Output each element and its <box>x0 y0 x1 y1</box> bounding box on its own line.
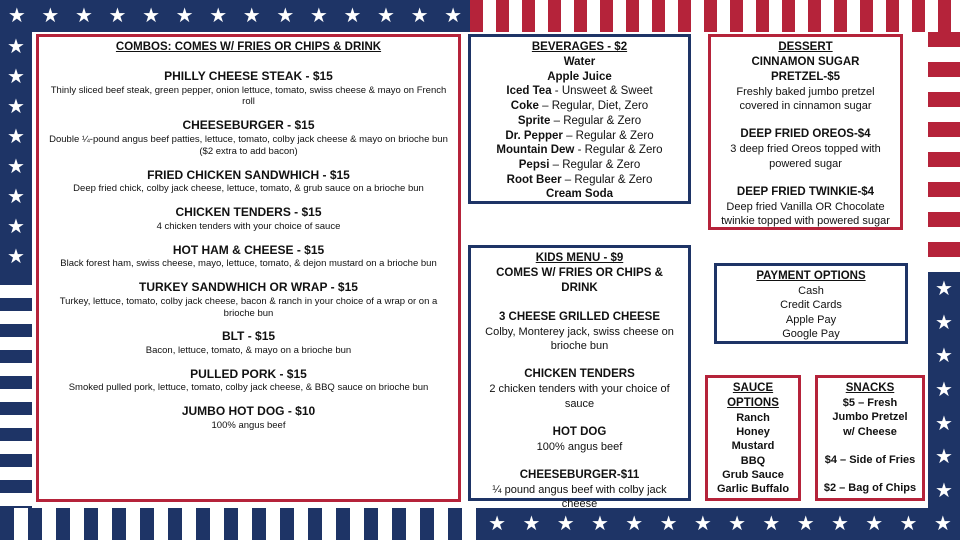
beverage-options: - Unsweet & Sweet <box>551 85 653 98</box>
snacks-spacer <box>820 439 920 453</box>
payment-option: Google Pay <box>782 327 840 340</box>
top-star-field: ★ ★ ★ ★ ★ ★ ★ ★ ★ ★ ★ ★ ★ ★ <box>0 0 470 32</box>
beverage-row <box>477 129 682 144</box>
sauce-option: Grub Sauce <box>722 469 784 482</box>
sauce-option: Ranch <box>736 411 770 424</box>
sauce-header-line2: OPTIONS <box>727 396 779 409</box>
combo-item-desc: Black forest ham, swiss cheese, mayo, lettuce, tomato, & dejon mustard on a brioche bun <box>60 258 437 270</box>
combo-item-title: PULLED PORK - $15 <box>190 366 307 381</box>
combo-item-desc: 4 chicken tenders with your choice of sauce <box>156 220 341 232</box>
dessert-item-title: CINNAMON SUGAR PRETZEL-$5 <box>751 55 860 83</box>
beverage-options: - Regular & Zero <box>574 144 663 157</box>
payment-panel <box>714 263 908 344</box>
kids-header: KIDS MENU - $9 <box>535 252 624 264</box>
combo-item-title: CHEESEBURGER - $15 <box>182 118 315 133</box>
snacks-spacer <box>820 467 920 481</box>
beverage-name: Mountain Dew <box>496 144 575 157</box>
combo-item-desc: Smoked pulled pork, lettuce, tomato, colby jack cheese, & BBQ sauce on brioche bun <box>68 382 429 394</box>
snack-line: $4 – Side of Fries <box>824 453 916 466</box>
combo-item-title: CHICKEN TENDERS - $15 <box>175 205 322 220</box>
combo-item-title: TURKEY SANDWHICH OR WRAP - $15 <box>139 280 358 295</box>
sauce-option: Garlic Buffalo <box>716 483 790 496</box>
payment-option: Apple Pay <box>785 313 837 326</box>
beverage-row <box>477 187 682 202</box>
snack-line: Jumbo Pretzel <box>832 411 908 424</box>
sauce-panel <box>705 375 801 501</box>
combos-panel <box>36 34 461 502</box>
beverages-items <box>477 55 682 202</box>
dessert-items <box>717 55 894 229</box>
beverage-row <box>477 99 682 114</box>
combo-item-title: JUMBO HOT DOG - $10 <box>181 404 316 419</box>
beverage-options: – Regular & Zero <box>561 173 653 186</box>
combos-header: COMBOS: COMES W/ FRIES OR CHIPS & DRINK <box>115 41 382 53</box>
combos-items <box>47 69 450 432</box>
kids-item-desc: 100% angus beef <box>536 440 623 453</box>
top-right-red-stripes <box>470 0 960 32</box>
snacks-panel <box>815 375 925 501</box>
combo-item-desc: Deep fried chick, colby jack cheese, lettuce, tomato, & grub sauce on a brioche bun <box>73 183 424 195</box>
kids-item-title: HOT DOG <box>552 425 607 438</box>
snack-line: $2 – Bag of Chips <box>823 482 917 495</box>
beverages-header: BEVERAGES - $2 <box>531 41 628 53</box>
kids-menu-panel <box>468 245 691 511</box>
left-star-field: ★ ★ ★ ★ ★ ★ ★ ★ <box>0 32 32 272</box>
combo-item-note: ($2 extra to add bacon) <box>199 145 298 157</box>
beverage-row <box>477 158 682 173</box>
beverage-name: Cream Soda <box>545 188 614 201</box>
beverage-row <box>477 173 682 188</box>
beverages-panel <box>468 34 691 204</box>
beverage-name: Apple Juice <box>547 70 612 83</box>
combo-item-desc: 100% angus beef <box>211 419 286 431</box>
beverage-name: Iced Tea <box>506 85 552 98</box>
beverage-row <box>477 55 682 70</box>
kids-item-title: CHEESEBURGER-$11 <box>519 469 640 482</box>
beverage-row <box>477 143 682 158</box>
snacks-items <box>820 396 920 495</box>
combo-item-desc: Turkey, lettuce, tomato, colby jack cheese, bacon & ranch in your choice of a wrap or on a brioche bun <box>59 295 438 319</box>
kids-item-desc: 2 chicken tenders with your choice of sauce <box>489 383 670 410</box>
dessert-item-desc: 3 deep fried Oreos topped with powered sugar <box>730 143 881 170</box>
dessert-item-title: DEEP FRIED OREOS-$4 <box>740 128 871 141</box>
combo-item-desc: Thinly sliced beef steak, green pepper, onion lettuce, tomato, swiss cheese & mayo on French roll <box>50 84 447 108</box>
beverage-row <box>477 70 682 85</box>
combo-item-title: PHILLY CHEESE STEAK - $15 <box>164 68 333 83</box>
kids-subheader: COMES W/ FRIES OR CHIPS & DRINK <box>496 266 663 294</box>
payment-option: Credit Cards <box>780 299 842 312</box>
left-blue-stripes <box>0 272 32 540</box>
dessert-item-desc: Deep fried Vanilla OR Chocolate twinkie topped with powered sugar <box>721 200 890 228</box>
payment-header: PAYMENT OPTIONS <box>756 270 866 282</box>
dessert-item-desc: Freshly baked jumbo pretzel covered in cinnamon sugar <box>736 85 875 113</box>
sauce-option: Honey <box>736 426 770 439</box>
snacks-header: SNACKS <box>845 382 895 394</box>
kids-item-title: 3 CHEESE GRILLED CHEESE <box>498 310 661 323</box>
combo-item-desc: Double ¼-pound angus beef patties, lettuce, tomato, colby jack cheese & mayo on brioche bun <box>49 133 448 145</box>
sauce-option: Mustard <box>731 440 775 453</box>
beverage-name: Coke <box>510 100 539 113</box>
beverage-row <box>477 84 682 99</box>
beverage-name: Root Beer <box>506 173 562 186</box>
sauce-header-line1: SAUCE <box>732 382 774 394</box>
payment-items <box>723 284 899 341</box>
beverage-row <box>477 114 682 129</box>
combo-item-title: HOT HAM & CHEESE - $15 <box>172 242 325 257</box>
beverage-name: Water <box>563 55 596 68</box>
beverage-options: – Regular, Diet, Zero <box>538 100 649 113</box>
bottom-star-field: ★ ★ ★ ★ ★ ★ ★ ★ ★ ★ ★ ★ ★ ★ <box>480 508 960 540</box>
beverage-name: Dr. Pepper <box>505 129 563 142</box>
kids-items <box>477 310 682 512</box>
kids-item-title: CHICKEN TENDERS <box>524 368 635 381</box>
combo-item-desc: Bacon, lettuce, tomato, & mayo on a brioche bun <box>145 344 352 356</box>
beverage-options: – Regular & Zero <box>549 158 641 171</box>
right-red-stripes <box>928 32 960 272</box>
sauce-items <box>710 411 796 497</box>
beverage-options: – Regular & Zero <box>562 129 654 142</box>
dessert-item-title: DEEP FRIED TWINKIE-$4 <box>736 185 875 198</box>
dessert-header: DESSERT <box>778 41 833 53</box>
kids-item-desc: Colby, Monterey jack, swiss cheese on brioche bun <box>485 325 674 353</box>
snack-line: w/ Cheese <box>843 425 897 438</box>
bottom-blue-stripes <box>0 508 480 540</box>
beverage-options: – Regular & Zero <box>550 114 642 127</box>
snack-line: $5 – Fresh <box>842 396 898 409</box>
right-star-field: ★ ★ ★ ★ ★ ★ ★ <box>928 272 960 508</box>
combo-item-title: FRIED CHICKEN SANDWHICH - $15 <box>147 167 350 182</box>
kids-item-desc: ¼ pound angus beef with colby jack cheese <box>492 484 667 511</box>
beverage-name: Sprite <box>517 114 551 127</box>
payment-option: Cash <box>798 284 824 297</box>
combo-item-title: BLT - $15 <box>221 329 276 344</box>
beverage-name: Pepsi <box>518 158 550 171</box>
sauce-option: BBQ <box>740 454 766 467</box>
dessert-panel <box>708 34 903 230</box>
